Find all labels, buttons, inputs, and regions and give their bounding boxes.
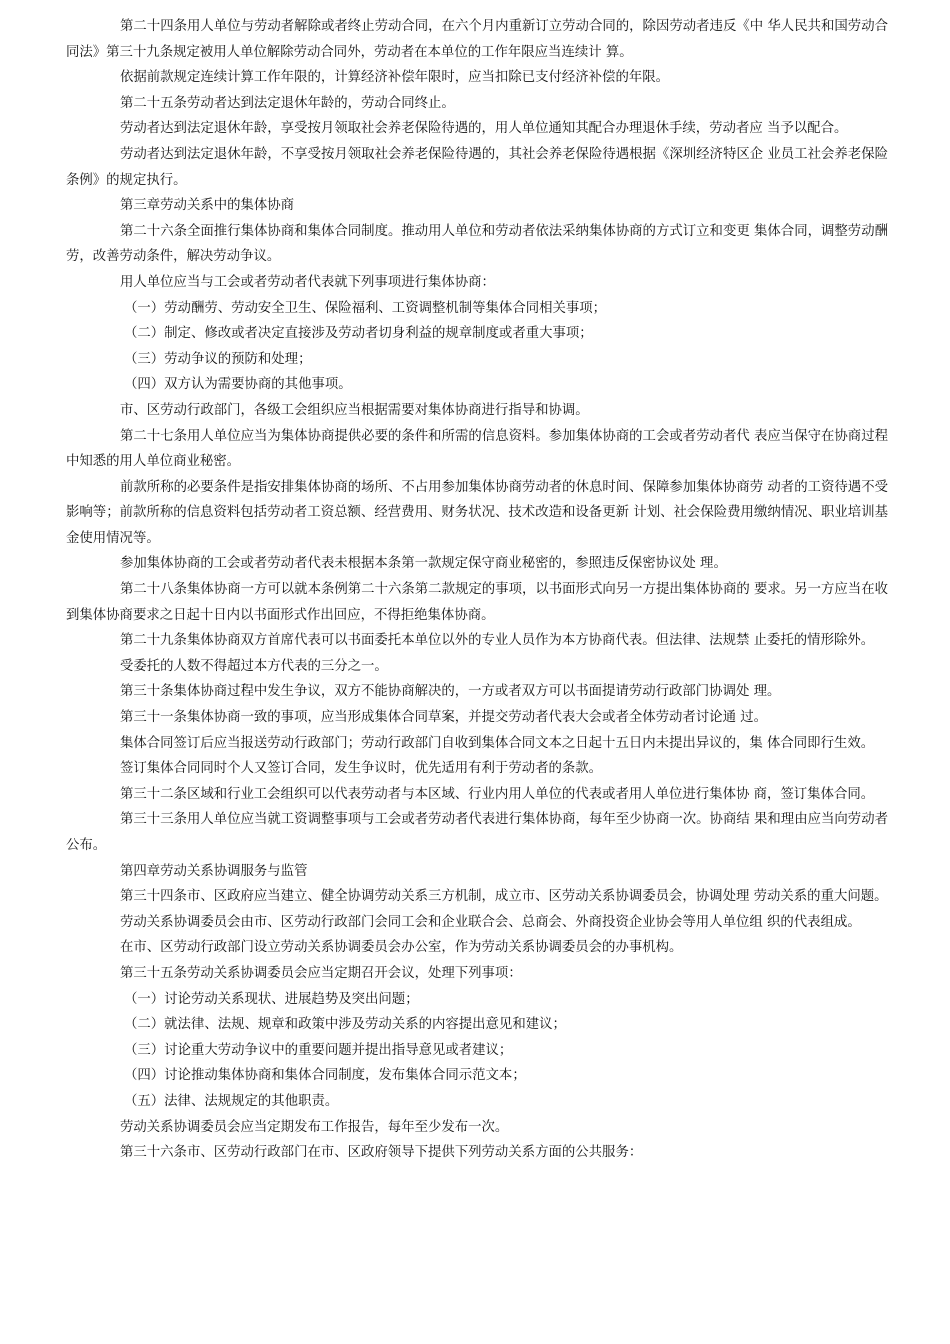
paragraph: 集体合同签订后应当报送劳动行政部门；劳动行政部门自收到集体合同文本之日起十五日内未提出异议的，集 体合同即行生效。 <box>120 735 875 751</box>
paragraph-article-36: 第三十六条市、区劳动行政部门在市、区政府领导下提供下列劳动关系方面的公共服务： <box>120 1145 643 1161</box>
list-item: （二）就法律、法规、规章和政策中涉及劳动关系的内容提出意见和建议； <box>124 1017 566 1033</box>
list-item: （二）制定、修改或者决定直接涉及劳动者切身利益的规章制度或者重大事项； <box>124 326 593 342</box>
paragraph-article-31: 第三十一条集体协商一致的事项，应当形成集体合同草案，并提交劳动者代表大会或者全体劳动者讨论通 过。 <box>120 710 768 726</box>
list-item: （三）劳动争议的预防和处理； <box>124 351 312 367</box>
list-item: （三）讨论重大劳动争议中的重要问题并提出指导意见或者建议； <box>124 1042 513 1058</box>
chapter-heading-4: 第四章劳动关系协调服务与监管 <box>120 863 308 879</box>
paragraph-article-35: 第三十五条劳动关系协调委员会应当定期召开会议，处理下列事项： <box>120 965 522 981</box>
paragraph-article-30: 第三十条集体协商过程中发生争议，双方不能协商解决的，一方或者双方可以书面提请劳动行政部门协调处 理。 <box>120 684 781 700</box>
paragraph-article-32: 第三十二条区域和行业工会组织可以代表劳动者与本区域、行业内用人单位的代表或者用人单位进行集体协 商，签订集体合同。 <box>120 786 875 802</box>
paragraph-article-29: 第二十九条集体协商双方首席代表可以书面委托本单位以外的专业人员作为本方协商代表。但法律、法规禁 止委托的情形除外。 <box>120 633 875 649</box>
paragraph: 在市、区劳动行政部门设立劳动关系协调委员会办公室，作为劳动关系协调委员会的办事机构。 <box>120 940 683 956</box>
paragraph: 劳动者达到法定退休年龄，享受按月领取社会养老保险待遇的，用人单位通知其配合办理退休手续，劳动者应 当予以配合。 <box>120 121 848 137</box>
paragraph: 依据前款规定连续计算工作年限的，计算经济补偿年限时，应当扣除已支付经济补偿的年限。 <box>120 70 670 86</box>
list-item: （五）法律、法规规定的其他职责。 <box>124 1093 339 1109</box>
paragraph: 参加集体协商的工会或者劳动者代表未根据本条第一款规定保守商业秘密的，参照违反保密协议处 理。 <box>120 556 727 572</box>
list-item: （一）讨论劳动关系现状、进展趋势及突出问题； <box>124 991 419 1007</box>
paragraph-article-25: 第二十五条劳动者达到法定退休年龄的，劳动合同终止。 <box>120 95 455 111</box>
paragraph-article-24: 第二十四条用人单位与劳动者解除或者终止劳动合同，在六个月内重新订立劳动合同的，除因劳动者违反《中 华人民共和国劳动合同法》第三十九条规定被用人单位解除劳动合同外，劳动者在本单位的工作年限应当连续计 算。 <box>66 19 888 60</box>
chapter-heading-3: 第三章劳动关系中的集体协商 <box>120 198 295 214</box>
paragraph-article-28: 第二十八条集体协商一方可以就本条例第二十六条第二款规定的事项，以书面形式向另一方提出集体协商的 要求。另一方应当在收到集体协商要求之日起十日内以书面形式作出回应，不得拒绝集体协商。 <box>66 582 888 623</box>
paragraph-article-26: 第二十六条全面推行集体协商和集体合同制度。推动用人单位和劳动者依法采纳集体协商的方式订立和变更 集体合同，调整劳动酬劳，改善劳动条件，解决劳动争议。 <box>66 223 888 265</box>
list-item: （四）讨论推动集体协商和集体合同制度，发布集体合同示范文本； <box>124 1068 526 1084</box>
list-item: （四）双方认为需要协商的其他事项。 <box>124 377 352 393</box>
paragraph: 用人单位应当与工会或者劳动者代表就下列事项进行集体协商： <box>120 274 495 290</box>
list-item: （一）劳动酬劳、劳动安全卫生、保险福利、工资调整机制等集体合同相关事项； <box>124 300 607 316</box>
paragraph: 劳动者达到法定退休年龄，不享受按月领取社会养老保险待遇的，其社会养老保险待遇根据《深圳经济特区企 业员工社会养老保险条例》的规定执行。 <box>66 146 888 188</box>
paragraph: 劳动关系协调委员会由市、区劳动行政部门会同工会和企业联合会、总商会、外商投资企业协会等用人单位组 织的代表组成。 <box>120 914 861 930</box>
paragraph: 签订集体合同同时个人又签订合同，发生争议时，优先适用有利于劳动者的条款。 <box>120 761 603 777</box>
paragraph-article-33: 第三十三条用人单位应当就工资调整事项与工会或者劳动者代表进行集体协商，每年至少协商一次。协商结 果和理由应当向劳动者公布。 <box>66 812 888 853</box>
paragraph: 劳动关系协调委员会应当定期发布工作报告，每年至少发布一次。 <box>120 1119 509 1135</box>
paragraph: 市、区劳动行政部门，各级工会组织应当根据需要对集体协商进行指导和协调。 <box>120 402 589 418</box>
paragraph-article-27: 第二十七条用人单位应当为集体协商提供必要的条件和所需的信息资料。参加集体协商的工会或者劳动者代 表应当保守在协商过程中知悉的用人单位商业秘密。 <box>66 428 888 470</box>
paragraph: 受委托的人数不得超过本方代表的三分之一。 <box>120 658 388 674</box>
paragraph: 前款所称的必要条件是指安排集体协商的场所、不占用参加集体协商劳动者的休息时间、保障参加集体协商劳 动者的工资待遇不受影响等；前款所称的信息资料包括劳动者工资总额、经营费用、财务状况、技术改造和设备更新 计划、社会保险费用缴纳情况、职业培训基金使用情况等。 <box>66 479 888 546</box>
paragraph-article-34: 第三十四条市、区政府应当建立、健全协调劳动关系三方机制，成立市、区劳动关系协调委员会，协调处理 劳动关系的重大问题。 <box>120 889 888 905</box>
